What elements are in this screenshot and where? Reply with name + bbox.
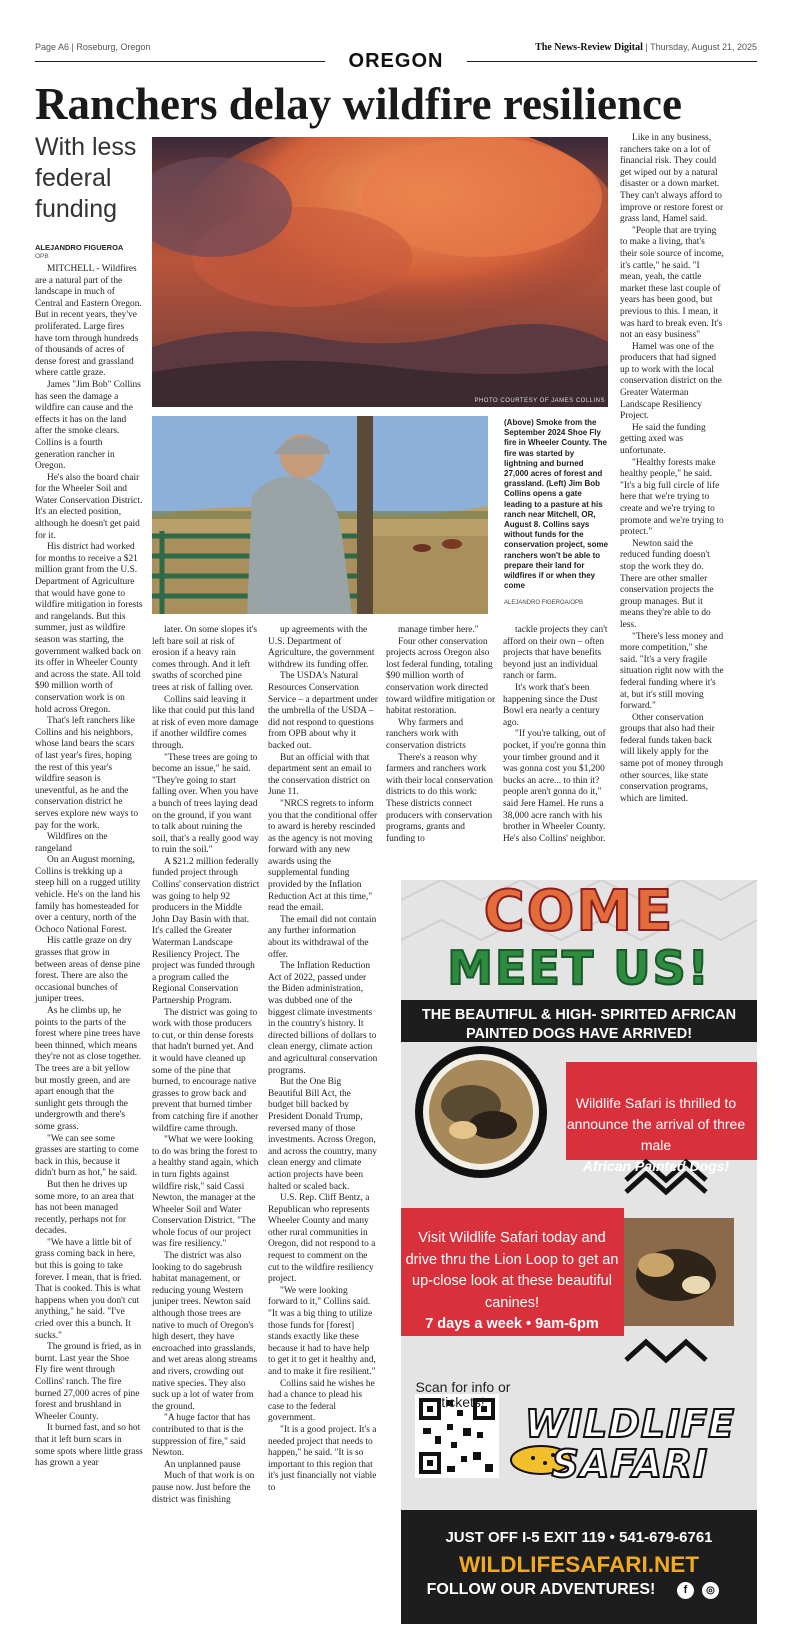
- ad-website-link[interactable]: WILDLIFESAFARI.NET: [459, 1552, 699, 1577]
- paragraph: That's left ranchers like Collins and his neighbors, whose land bears the scars of last year's fires, hoping the rest of this year's wildfire season is uneventful, as he and the conservation district he serves explore new ways to pay for the work.: [35, 716, 139, 831]
- page-info: Page A6 | Roseburg, Oregon: [35, 42, 151, 52]
- paragraph: up agreements with the U.S. Department of Agriculture, the government withdrew its funding offer.: [268, 625, 375, 670]
- logo-line-2: SAFARI: [551, 1442, 709, 1486]
- headline: Ranchers delay wildfire resilience: [35, 79, 682, 129]
- paragraph: manage timber here.": [398, 625, 479, 635]
- paragraph: It's work that's been happening since the Dust Bowl era nearly a century ago.: [503, 682, 600, 728]
- paragraph: The USDA's Natural Resources Conservation Service – a department under the umbrella of the USDA – did not respond to questions from OPB about why it backed out.: [268, 671, 378, 751]
- paragraph: "What we were looking to do was bring the forest to a healthy stand again, which in turn fights against wildfire risk," said Cassi Newton, the manager at the Wheeler Soil and Water Conservation District. "The whole focus of our project was fire resiliency.": [152, 1135, 259, 1250]
- paragraph: Wildfires on the rangeland: [35, 832, 108, 854]
- paragraph: But the One Big Beautiful Bill Act, the budget bill backed by President Donald Trump, reversed many of those investments. Across Oregon, and across the country, many clean energy and climate action projects have been halted or scaled back.: [268, 1077, 377, 1192]
- smoke-photo-art: [152, 137, 608, 407]
- paragraph: "We can see some grasses are starting to come back in this, because it didn't burn as hot," he said.: [35, 1133, 139, 1179]
- announce-bold: African Painted Dogs!: [582, 1158, 730, 1174]
- paragraph: The Inflation Reduction Act of 2022, passed under the Biden administration, was dubbed one of the biggest climate investments in the country's history. It directed billions of dollars to clean energy, climate action and agricultural conservation programs.: [268, 961, 378, 1076]
- paragraph: Other conservation groups that also had their federal funds taken back will likely apply for the same pot of money through other sources, like state conservation programs, which are limited.: [620, 712, 724, 804]
- facebook-icon[interactable]: f: [677, 1582, 694, 1599]
- article-column-1: [35, 264, 143, 1470]
- paragraph: "A huge factor that has contributed to that is the suppression of fire," said Newton.: [152, 1413, 251, 1459]
- paragraph: As he climbs up, he points to the parts of the forest where pine trees have been thinned, which means they're not as close together. The trees are a bit yellow but mostly green, and are apart enough that the sunlight gets through the undergrowth and there's some grass.: [35, 1006, 142, 1132]
- ad-headline: THE BEAUTIFUL & HIGH- SPIRITED AFRICAN PAINTED DOGS HAVE ARRIVED!: [421, 1007, 737, 1042]
- paragraph: U.S. Rep. Cliff Bentz, a Republican who represents Wheeler County and many other rural communities in Oregon, did not respond to a request to comment on the cut to the wildfire resiliency project.: [268, 1193, 376, 1285]
- paragraph: Collins said he wishes he had a chance to plead his case to the federal government.: [268, 1378, 375, 1424]
- hours-text: 7 days a week • 9am-6pm: [425, 1316, 599, 1332]
- article-column-4: [386, 625, 496, 845]
- issue-date: | Thursday, August 21, 2025: [645, 42, 757, 52]
- visit-text: Visit Wildlife Safari today and drive thru the Lion Loop to get an up-close look at these beautiful canines!: [405, 1230, 619, 1311]
- wildlife-safari-logo: [510, 1404, 750, 1484]
- paragraph: But then he drives up some more, to an area that has not been managed recently, perhaps not for decades.: [35, 1179, 134, 1237]
- caption-credit: ALEJANDRO FIGEROA/OPB: [504, 600, 584, 606]
- article-column-5: [503, 625, 613, 845]
- section-label: [35, 50, 757, 72]
- paragraph: The email did not contain any further information about its withdrawal of the offer.: [268, 914, 377, 960]
- paragraph: His cattle graze on dry grasses that grow in between areas of dense pine forest. There are also the occasional bunches of juniper trees.: [35, 936, 141, 1005]
- paragraph: The district was also looking to do sagebrush habitat management, or reducing young Western juniper trees. Newton said although those trees are native to much of Oregon's high desert, they have encroached into grasslands, and wet areas along streams and rivers, crowding out native species. They also suck up a lot of water from the ground.: [152, 1251, 258, 1412]
- wildfire-smoke-photo: [152, 137, 608, 407]
- paragraph: Four other conservation projects across Oregon also lost federal funding, totaling $90 million worth of conservation work directed toward wildfire mitigation or habitat restoration.: [386, 636, 496, 717]
- section-name: OREGON: [348, 50, 444, 72]
- paragraph: "Healthy forests make healthy people," he said. "It's a big full circle of life here that we're trying to create and we're trying to promote and we're trying to protect.": [620, 457, 724, 538]
- paragraph: The district was going to work with those producers to cut, or thin dense forests that hadn't burned yet. And it would have cleaned up some of the pine that burned, to encourage native grasses to grow back and prevent that burned timber from catching fire if another wildfire came through.: [152, 1007, 259, 1134]
- photo-credit: PHOTO COURTESY OF JAMES COLLINS: [474, 398, 605, 404]
- meet-us-word: MEET US!: [447, 941, 711, 995]
- paragraph: An unplanned pause: [164, 1459, 241, 1470]
- paragraph: He said the funding getting axed was unfortunate.: [620, 422, 706, 457]
- paragraph: Like in any business, ranchers take on a lot of financial risk. They could get wiped out by a natural disaster or a down market. They can't always afford to improve or restore forest or grass land, Hamel said.: [620, 133, 724, 225]
- paragraph: "We were looking forward to it," Collins said. "It was a big thing to utilize those funds for [forest] stands exactly like these because it had to have help to get it to get it healthy and, and to make it fire resilient.": [268, 1285, 376, 1377]
- paragraph: "If you're talking, out of pocket, if you're gonna thin your timber ground and it was gonna cost you $1,200 bucks an acre... to thin it? people aren't gonna do it," said Jere Hamel. He runs a 38,000 acre ranch with his brother in Wheeler County. He's also Collins' neighbor.: [503, 729, 606, 844]
- ad-announce: [555, 1093, 757, 1177]
- paragraph: But an official with that department sent an email to the conservation district on June 11.: [268, 752, 372, 798]
- paragraph: Newton said the reduced funding doesn't stop the work they do. There are other smaller conservation projects the group manages. But it means they're able to do less.: [620, 538, 714, 630]
- paragraph: The ground is fried, as in burnt. Last year the Shoe Fly fire went through Collins' ranch. The fire burned 27,000 acres of pine forest and brushland in Wheeler County.: [35, 1342, 142, 1422]
- photo-caption: (Above) Smoke from the September 2024 Shoe Fly fire in Wheeler County. The fire was started by lightning and burned 27,000 acres of forest and grassland. (Left) Jim Bob Collins opens a gate leading to a pasture at his ranch near Mitchell, OR, August 8. Collins says without funds for the conservation project, some ranchers won't be able to prepare their land for wildfires if or when they come: [504, 418, 609, 591]
- paragraph: A $21.2 million federally funded project through Collins' conservation district was going to help 92 producers in the Middle John Day Basin with that. It's called the Greater Waterman Landscape Resiliency Project. The project was funded through a program called the Regional Conservation Partnership Program.: [152, 856, 260, 1006]
- paragraph: It burned fast, and so hot that it left burn scars in some spots where little grass has grown a year: [35, 1423, 143, 1469]
- paragraph: "It is a good project. It's a needed project that needs to happen," he said. "It is so important to this region that it's just financially not viable to: [268, 1424, 377, 1493]
- paper-name[interactable]: The News-Review Digital: [535, 42, 643, 53]
- paragraph: James "Jim Bob" Collins has seen the damage a wildfire can cause and the effects it has on the land after the smoke clears. Collins is a fourth generation rancher in Oregon.: [35, 379, 141, 472]
- paragraph: "These trees are going to become an issue," he said. "They're going to start falling over. When you have a bunch of trees laying dead on the ground, if you want to talk about ruining the soil, that's a really good way to ruin the soil.": [152, 752, 259, 856]
- paragraph: There's a reason why farmers and ranchers work with their local conservation districts to do this work: These districts connect producers with conservation programs, grants and funding to: [386, 752, 493, 844]
- article-column-3: [268, 625, 378, 1495]
- paragraph: Hamel was one of the producers that had signed up to work with the local conservation district on the Greater Waterman Landscape Resiliency Project.: [620, 341, 722, 422]
- paragraph: "People that are trying to make a living, that's their sole source of income, it's cattle," he said. "I mean, yeah, the cattle market these last couple of years has been good, but previous to this. I mean, it was hard to break even. It's not an easy business": [620, 225, 724, 341]
- paragraph: tackle projects they can't afford on their own – often projects that have benefits beyond just an individual ranch or farm.: [503, 625, 608, 682]
- paragraph: "NRCS regrets to inform you that the conditional offer to award is hereby rescinded as the agency is not moving forward with any new awards using the supplemental funding provided by the Inflation Reduction Act at this time," read the email.: [268, 798, 378, 914]
- article-column-6: [620, 133, 724, 805]
- paragraph: Much of that work is on pause now. Just before the district was finishing: [152, 1471, 255, 1505]
- paragraph: His district had worked for months to receive a $21 million grant from the U.S. Department of Agriculture that would have gone to wildfire mitigation in forests and rangelands. But this summer, just as wildfire season was starting, the government walked back on its offer in Wheeler County and across the state. All told $90 million worth of conservation work is on hold across Oregon.: [35, 542, 143, 715]
- byline: ALEJANDRO FIGUEROA: [35, 243, 124, 252]
- ad-follow-text: FOLLOW OUR ADVENTURES!: [426, 1581, 656, 1598]
- paragraph: "There's less money and more competition," she said. "It's a very fragile situation right now with the federal funding where it's at, but it's still moving forward.": [620, 631, 724, 712]
- byline-org: OPB: [35, 253, 49, 260]
- rancher-gate-photo: [152, 416, 488, 614]
- come-word: COME: [483, 880, 675, 944]
- paragraph: Collins said leaving it like that could put this land at risk of even more damage if another wildfire comes through.: [152, 694, 259, 751]
- paragraph: MITCHELL - Wildfires are a natural part of the landscape in much of Central and Eastern Oregon. But in recent years, they've proliferated. Large fires have torn through hundreds of thousands of acres of dense forest and grassland where cattle graze.: [35, 264, 142, 379]
- gate-photo-art: [152, 416, 488, 614]
- logo-line-1: WILDLIFE: [524, 1402, 736, 1446]
- paragraph: On an August morning, Collins is trekking up a steep hill on a rugged utility vehicle. He's on the land his family has homesteaded for over a century, north of the Ochoco National Forest.: [35, 855, 141, 935]
- paragraph: later. On some slopes it's left bare soil at risk of erosion if a heavy rain comes through. And it left swaths of scorched pine trees at risk of falling over.: [152, 625, 258, 693]
- scan-prompt: Scan for info or tickets!: [415, 1379, 511, 1410]
- paragraph: Why farmers and ranchers work with conservation districts: [386, 717, 466, 751]
- announce-text: Wildlife Safari is thrilled to announce the arrival of three male: [566, 1095, 746, 1153]
- paragraph: "We have a little bit of grass coming back in here, but this is going to take forever. I mean, that is fried. That is cooked. This is what happens when you don't cut anything," he said. "I've cried over this a bunch. It sucks.": [35, 1237, 142, 1341]
- ad-visit: [401, 1228, 623, 1336]
- article-column-2: [152, 625, 260, 1506]
- paragraph: He's also the board chair for the Wheeler Soil and Water Conservation District. It's an elected position, although he doesn't get paid for it.: [35, 472, 143, 541]
- ad-location-phone[interactable]: JUST OFF I-5 EXIT 119 • 541-679-6761: [445, 1529, 713, 1546]
- deck: With less federal funding: [35, 133, 137, 223]
- instagram-icon[interactable]: ◎: [702, 1582, 719, 1599]
